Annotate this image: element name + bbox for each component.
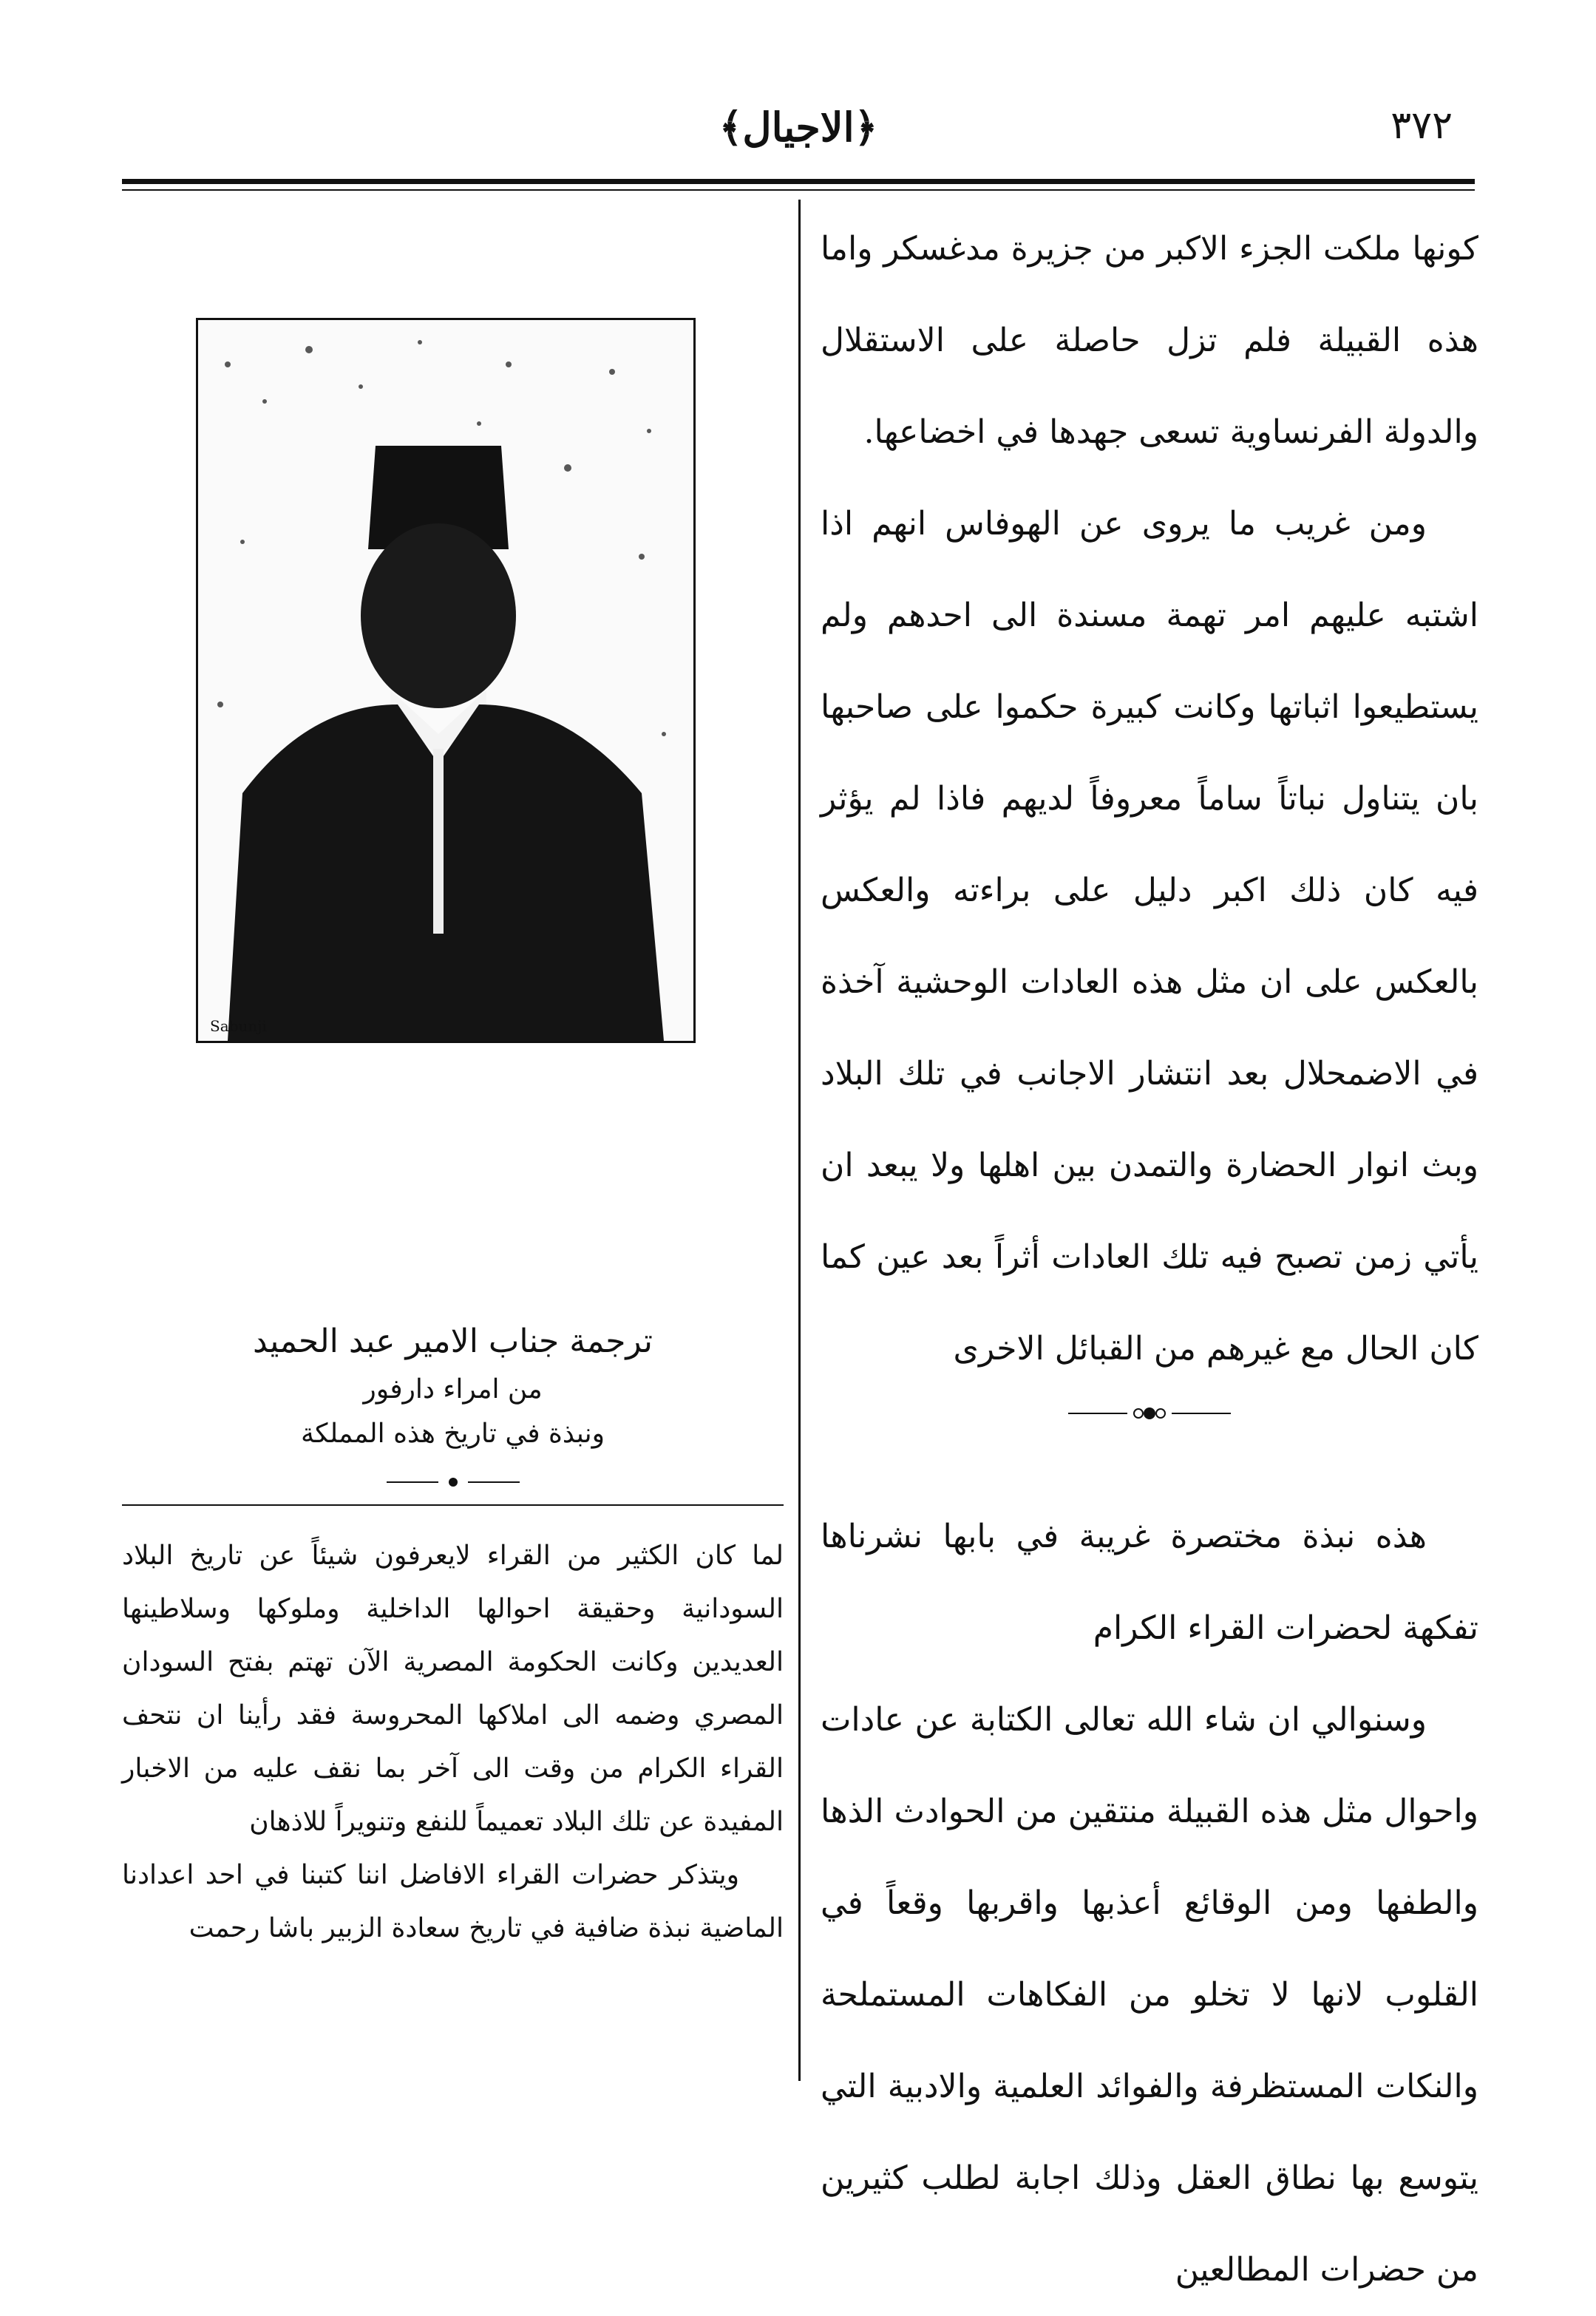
paragraph: ومن غريب ما يروى عن الهوفاس انهم اذا اشتبه عليهم امر تهمة مسندة الى احدهم ولم يستطيعوا اثباتها وكانت كبيرة حكموا على صاحبها بان يتناول نباتاً ساماً معروفاً لديهم فاذا لم يؤثر فيه كان ذلك اكبر دليل على براءته والعكس بالعكس على ان مثل هذه العادات الوحشية آخذة في الاضمحلال بعد انتشار الاجانب في تلك البلاد وبث انوار الحضارة والتمدن بين اهلها ولا يبعد ان يأتي زمن تصبح فيه تلك العادات أثراً بعد عين كما كان الحال مع غيرهم من القبائل الاخرى [821, 505, 1478, 1368]
portrait-image [198, 320, 693, 1041]
paragraph: كونها ملكت الجزء الاكبر من جزيرة مدغسكر واما هذه القبيلة فلم تزل حاصلة على الاستقلال والدولة الفرنساوية تسعى جهدها في اخضاعها. [821, 230, 1478, 451]
section-ornament [821, 1402, 1478, 1424]
photo-caption: Sabunji [210, 1017, 267, 1035]
heading-ornament [122, 1475, 784, 1490]
journal-title: ﴿الاجيال﴾ [719, 103, 878, 151]
header-rule-thick [122, 179, 1475, 184]
page-header [122, 103, 1475, 170]
paragraph: ويتذكر حضرات القراء الافاضل اننا كتبنا في احد اعدادنا الماضية نبذة ضافية في تاريخ سعادة الزبير باشا رحمت [122, 1860, 784, 1943]
paragraph: لما كان الكثير من القراء لايعرفون شيئاً عن تاريخ البلاد السودانية وحقيقة احوالها الداخلية وملوكها وسلاطينها العديدين وكانت الحكومة المصرية الآن تهتم بفتح السودان المصري وضمه الى املاكها المحروسة فقد رأينا ان نتحف القراء الكرام من وقت الى آخر بما نقف عليه من الاخبار المفيدة عن تلك البلاد تعميماً للنفع وتنويراً للاذهان [122, 1541, 784, 1837]
portrait-photo [196, 318, 696, 1043]
header-rule-thin [122, 189, 1475, 191]
left-column-body [122, 1529, 784, 1955]
ornament-icon [1068, 1402, 1231, 1424]
paragraph: وسنوالي ان شاء الله تعالى الكتابة عن عادات واحوال مثل هذه القبيلة منتقين من الحوادث الذها والطفها ومن الوقائع أعذبها واقربها وقعاً في القلوب لانها لا تخلو من الفكاهات المستملحة والنكات المستظرفة والفوائد العلمية والادبية التي يتوسع بها نطاق العقل وذلك اجابة لطلب كثيرين من حضرات المطالعين [821, 1701, 1478, 2289]
heading-rule [122, 1504, 784, 1515]
right-column [821, 203, 1478, 2316]
article-title: ترجمة جناب الامير عبد الحميد [253, 1322, 653, 1360]
divider-icon [387, 1475, 520, 1490]
article-subtitle: من امراء دارفور [363, 1374, 543, 1405]
article-subtitle: ونبذة في تاريخ هذه المملكة [300, 1419, 605, 1449]
column-divider [798, 200, 801, 2081]
paragraph: هذه نبذة مختصرة غريبة في بابها نشرناها تفكهة لحضرات القراء الكرام [821, 1518, 1478, 1647]
page-number: ٣٧٢ [1390, 103, 1453, 148]
article-heading [122, 1316, 784, 1955]
